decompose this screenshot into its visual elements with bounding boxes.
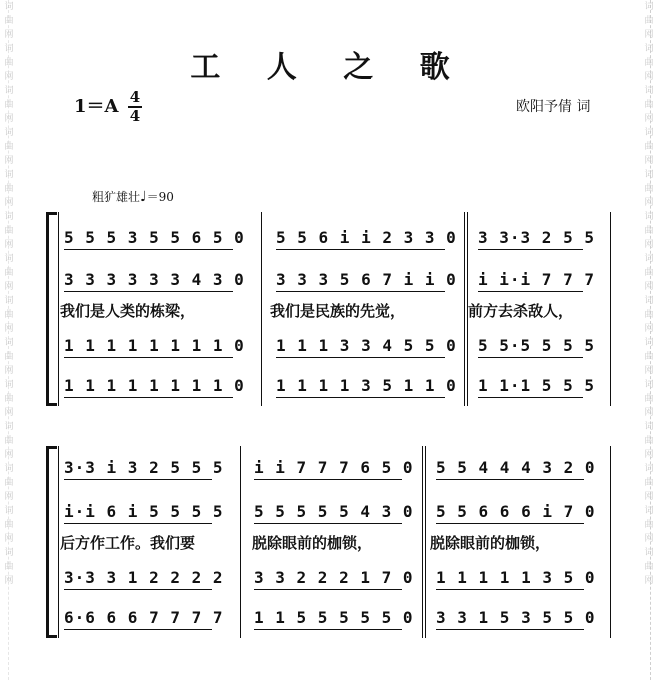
measure: 5 5·5 5 5 5 bbox=[478, 336, 595, 355]
measure: 1 1 1 1 1 1 1 1 0 bbox=[64, 376, 245, 395]
lyric-line: 前方去杀敌人， bbox=[468, 302, 574, 320]
tempo-marking bbox=[92, 188, 174, 205]
measure: 3 3 3 3 3 3 4 3 0 bbox=[64, 270, 245, 289]
measure: 3·3 i 3 2 5 5 5 bbox=[64, 458, 224, 477]
measure: 1 1·1 5 5 5 bbox=[478, 376, 595, 395]
tempo-value: ＝90 bbox=[146, 190, 174, 204]
measure: 5 5 5 5 5 4 3 0 bbox=[254, 502, 414, 521]
song-title: 工 人 之 歌 bbox=[190, 50, 468, 85]
part-3-row bbox=[62, 568, 614, 592]
part-2-row bbox=[62, 502, 614, 526]
measure: 3 3·3 2 5 5 bbox=[478, 228, 595, 247]
measure: 1 1 1 1 1 1 1 1 0 bbox=[64, 336, 245, 355]
system-start-line bbox=[58, 446, 59, 638]
time-signature-bottom: 4 bbox=[129, 107, 141, 125]
system-bracket bbox=[46, 446, 57, 638]
measure: 1 1 1 3 3 4 5 5 0 bbox=[276, 336, 457, 355]
lyric-line: 后方作工作。我们要 bbox=[60, 534, 196, 552]
lyric-line: 脱除眼前的枷锁， bbox=[430, 534, 551, 552]
measure: 3·3 3 1 2 2 2 2 bbox=[64, 568, 224, 587]
part-1-row bbox=[62, 458, 614, 482]
lyric-line: 脱除眼前的枷锁， bbox=[252, 534, 373, 552]
part-4-row bbox=[62, 376, 614, 400]
lyrics-row bbox=[60, 300, 616, 322]
part-4-row bbox=[62, 608, 614, 632]
lyricist-credit: 欧阳予倩 词 bbox=[516, 99, 591, 115]
system-bracket bbox=[46, 212, 57, 406]
left-watermark: 词曲网词曲网词曲网词曲网词曲网词曲网词曲网词曲网词曲网词曲网词曲网词曲网词曲网词曲网 bbox=[4, 2, 14, 586]
right-watermark: 词曲网词曲网词曲网词曲网词曲网词曲网词曲网词曲网词曲网词曲网词曲网词曲网词曲网词曲网 bbox=[644, 2, 654, 586]
time-signature bbox=[128, 90, 142, 124]
score-system-1 bbox=[46, 212, 614, 406]
measure: 1 1 1 1 3 5 1 1 0 bbox=[276, 376, 457, 395]
measure: 5 5 6 6 6 i 7 0 bbox=[436, 502, 596, 521]
measure: 6·6 6 6 7 7 7 7 bbox=[64, 608, 224, 627]
lyric-line: 我们是人类的栋梁， bbox=[60, 302, 196, 320]
measure: 5 5 4 4 4 3 2 0 bbox=[436, 458, 596, 477]
lyrics-row bbox=[60, 532, 616, 554]
measure: 3 3 3 5 6 7 i i 0 bbox=[276, 270, 457, 289]
measure: 1 1 1 1 1 3 5 0 bbox=[436, 568, 596, 587]
part-3-row bbox=[62, 336, 614, 360]
key-signature: 1＝A bbox=[74, 96, 119, 117]
measure: i i 7 7 7 6 5 0 bbox=[254, 458, 414, 477]
measure: 1 1 5 5 5 5 5 0 bbox=[254, 608, 414, 627]
time-signature-top: 4 bbox=[129, 88, 141, 106]
measure: i·i 6 i 5 5 5 5 bbox=[64, 502, 224, 521]
quarter-note-icon: ♩ bbox=[140, 189, 147, 205]
measure: i i·i 7 7 7 bbox=[478, 270, 595, 289]
part-1-row bbox=[62, 228, 614, 252]
measure: 3 3 1 5 3 5 5 0 bbox=[436, 608, 596, 627]
measure: 3 3 2 2 2 1 7 0 bbox=[254, 568, 414, 587]
lyric-line: 我们是民族的先觉， bbox=[270, 302, 406, 320]
system-start-line bbox=[58, 212, 59, 406]
tempo-text: 粗犷雄壮 bbox=[92, 190, 141, 204]
measure: 5 5 5 3 5 5 6 5 0 bbox=[64, 228, 245, 247]
score-system-2 bbox=[46, 446, 614, 638]
part-2-row bbox=[62, 270, 614, 294]
measure: 5 5 6 i i 2 3 3 0 bbox=[276, 228, 457, 247]
